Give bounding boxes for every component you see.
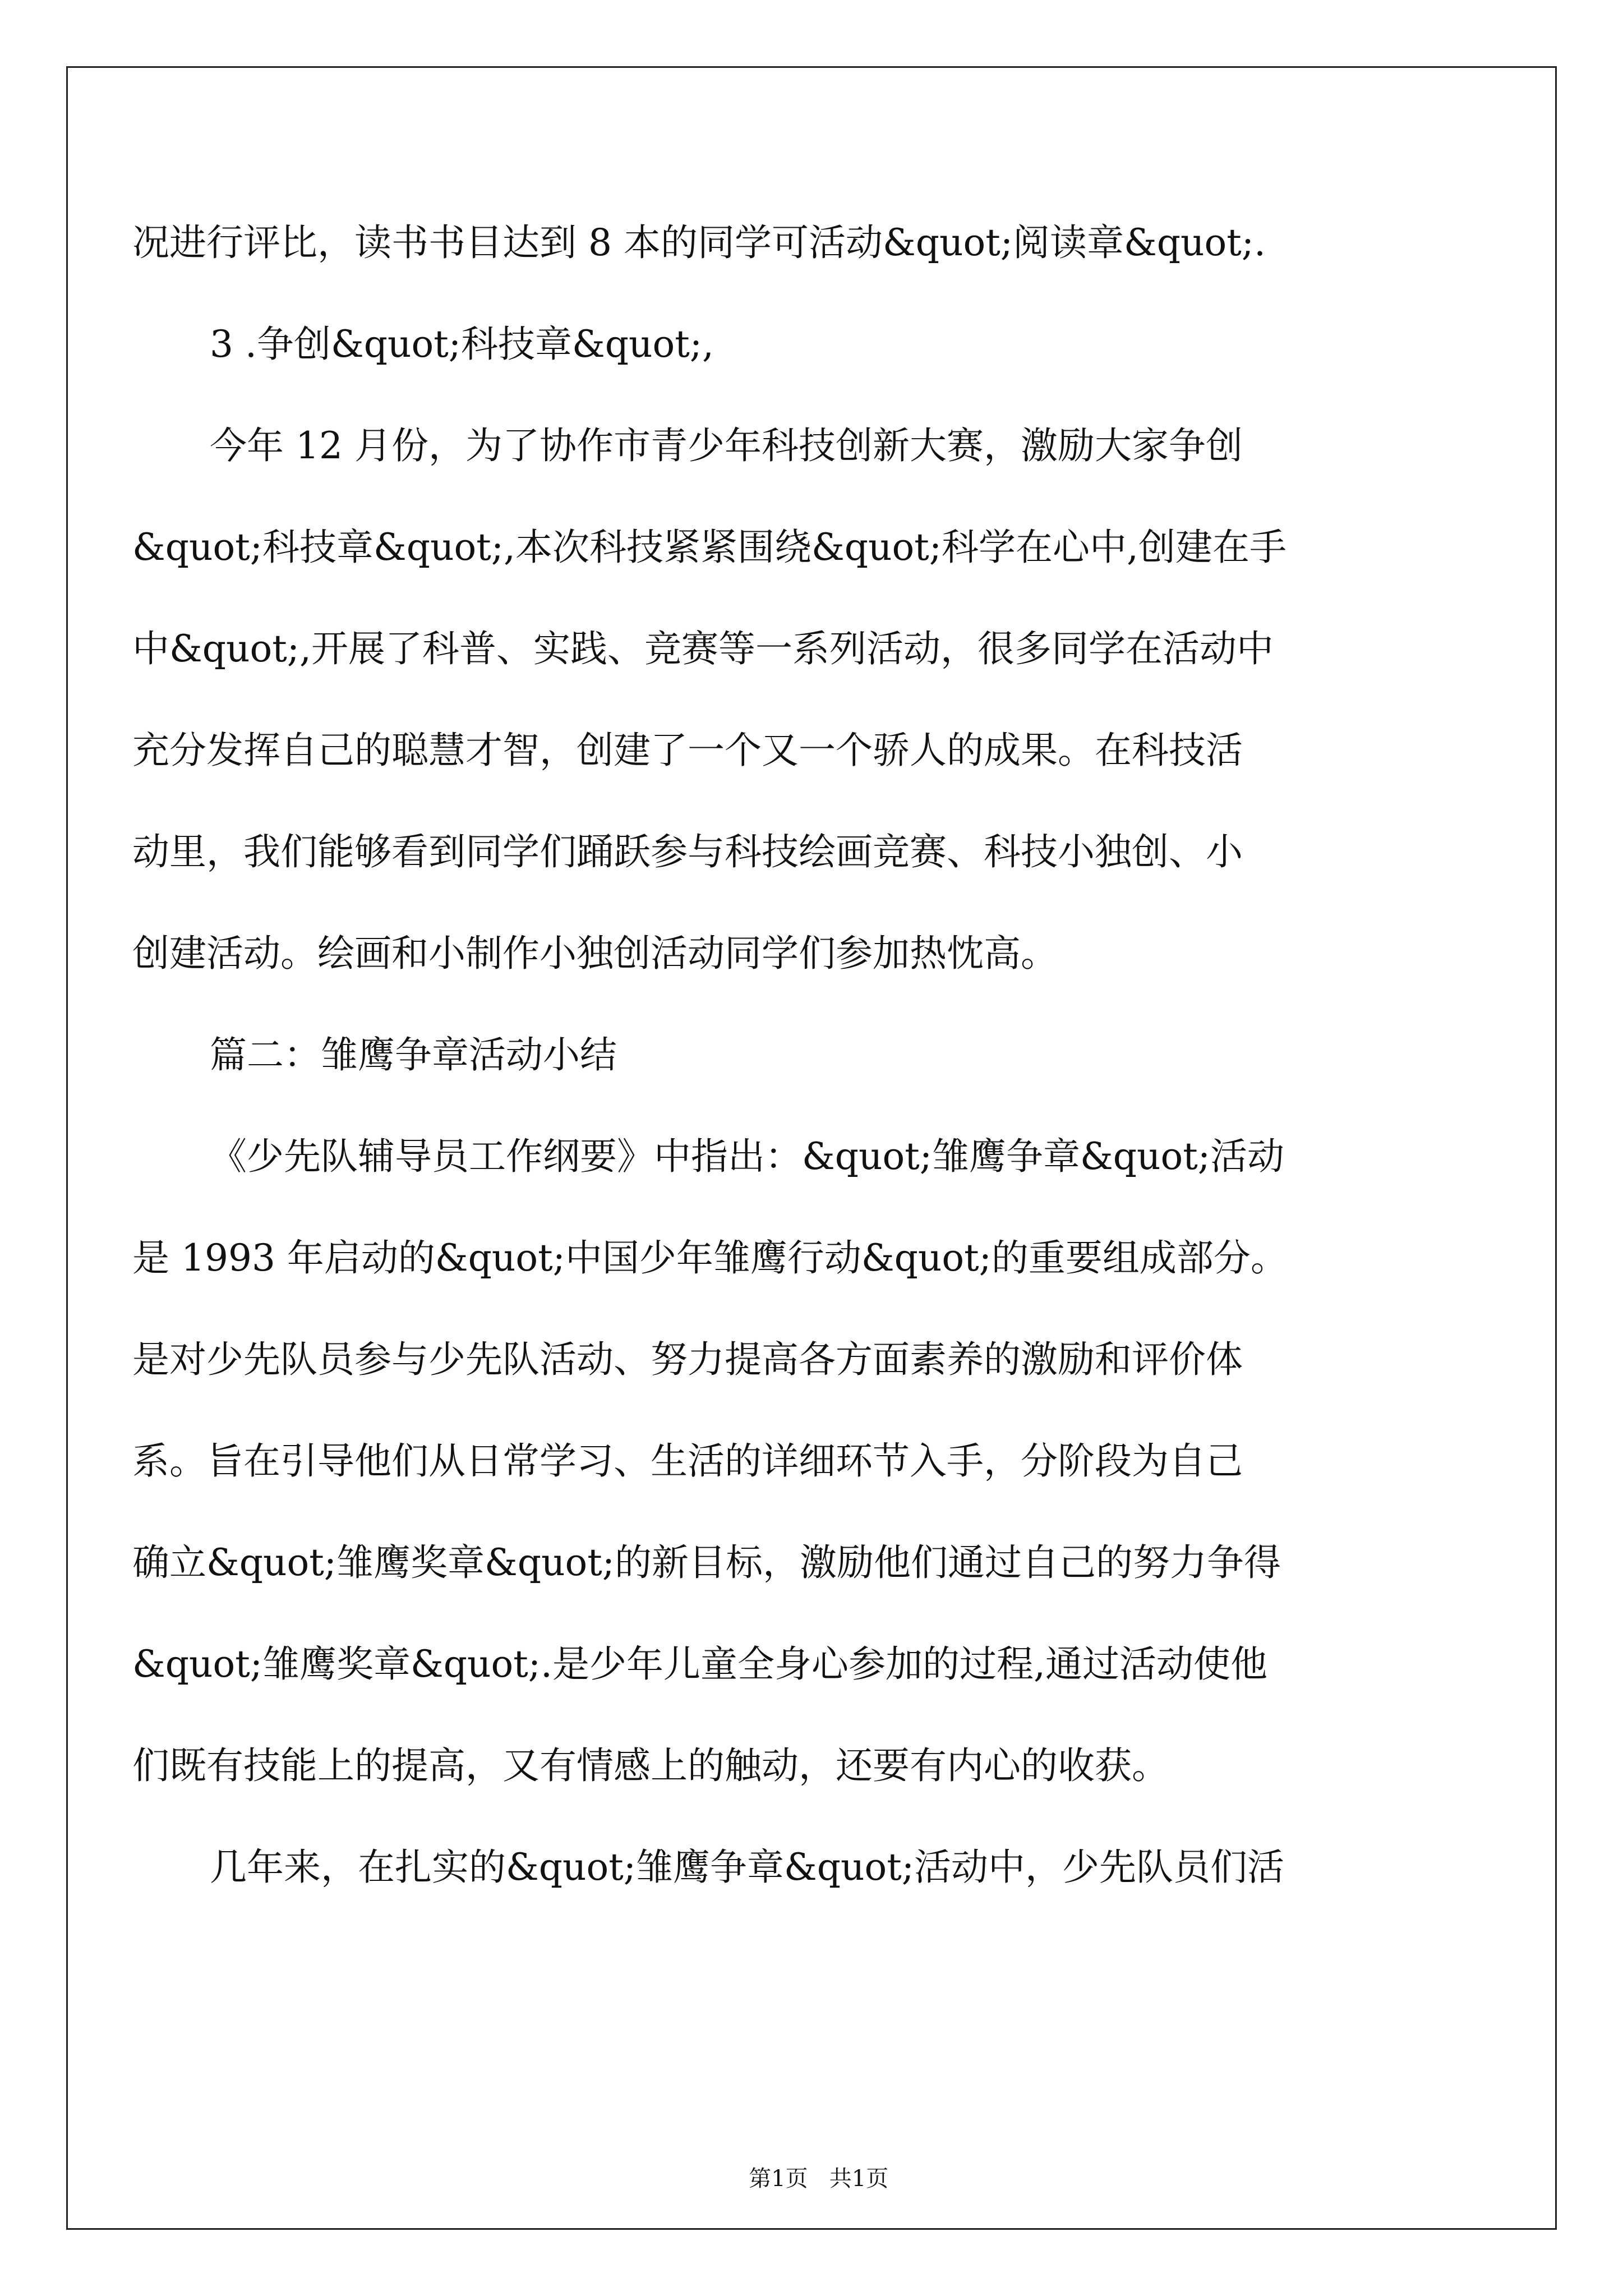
text-line: 动里，我们能够看到同学们踊跃参与科技绘画竞赛、科技小独创、小 bbox=[132, 830, 1243, 873]
text-line: 况进行评比，读书书目达到 8 本的同学可活动&quot;阅读章&quot;. bbox=[132, 221, 1266, 264]
text-line: 几年来，在扎实的&quot;雏鹰争章&quot;活动中，少先队员们活 bbox=[210, 1846, 1284, 1889]
page-number: 第1页 bbox=[749, 2166, 808, 2192]
text-line: 今年 12 月份，为了协作市青少年科技创新大赛，激励大家争创 bbox=[210, 424, 1243, 467]
text-line: 创建活动。绘画和小制作小独创活动同学们参加热忱高。 bbox=[132, 932, 1058, 975]
text-line: 充分发挥自己的聪慧才智，创建了一个又一个骄人的成果。在科技活 bbox=[132, 729, 1243, 772]
text-line: 是对少先队员参与少先队活动、努力提高各方面素养的激励和评价体 bbox=[132, 1338, 1243, 1381]
text-line: 中&quot;,开展了科普、实践、竞赛等一系列活动，很多同学在活动中 bbox=[132, 627, 1274, 670]
text-line: 《少先队辅导员工作纲要》中指出：&quot;雏鹰争章&quot;活动 bbox=[210, 1135, 1284, 1178]
text-line: &quot;科技章&quot;,本次科技紧紧围绕&quot;科学在心中,创建在手 bbox=[132, 526, 1287, 569]
text-line: 确立&quot;雏鹰奖章&quot;的新目标，激励他们通过自己的努力争得 bbox=[132, 1541, 1281, 1584]
text-line: 系。旨在引导他们从日常学习、生活的详细环节入手，分阶段为自己 bbox=[132, 1439, 1243, 1483]
page-total: 共1页 bbox=[829, 2166, 889, 2192]
text-line: &quot;雏鹰奖章&quot;.是少年儿童全身心参加的过程,通过活动使他 bbox=[132, 1642, 1267, 1686]
page-footer bbox=[0, 2132, 1623, 2194]
text-line: 3 .争创&quot;科技章&quot;, bbox=[210, 323, 714, 366]
text-line: 是 1993 年启动的&quot;中国少年雏鹰行动&quot;的重要组成部分。 bbox=[132, 1236, 1288, 1280]
section-heading: 篇二：雏鹰争章活动小结 bbox=[210, 1033, 617, 1076]
text-line: 们既有技能上的提高，又有情感上的触动，还要有内心的收获。 bbox=[132, 1744, 1169, 1787]
